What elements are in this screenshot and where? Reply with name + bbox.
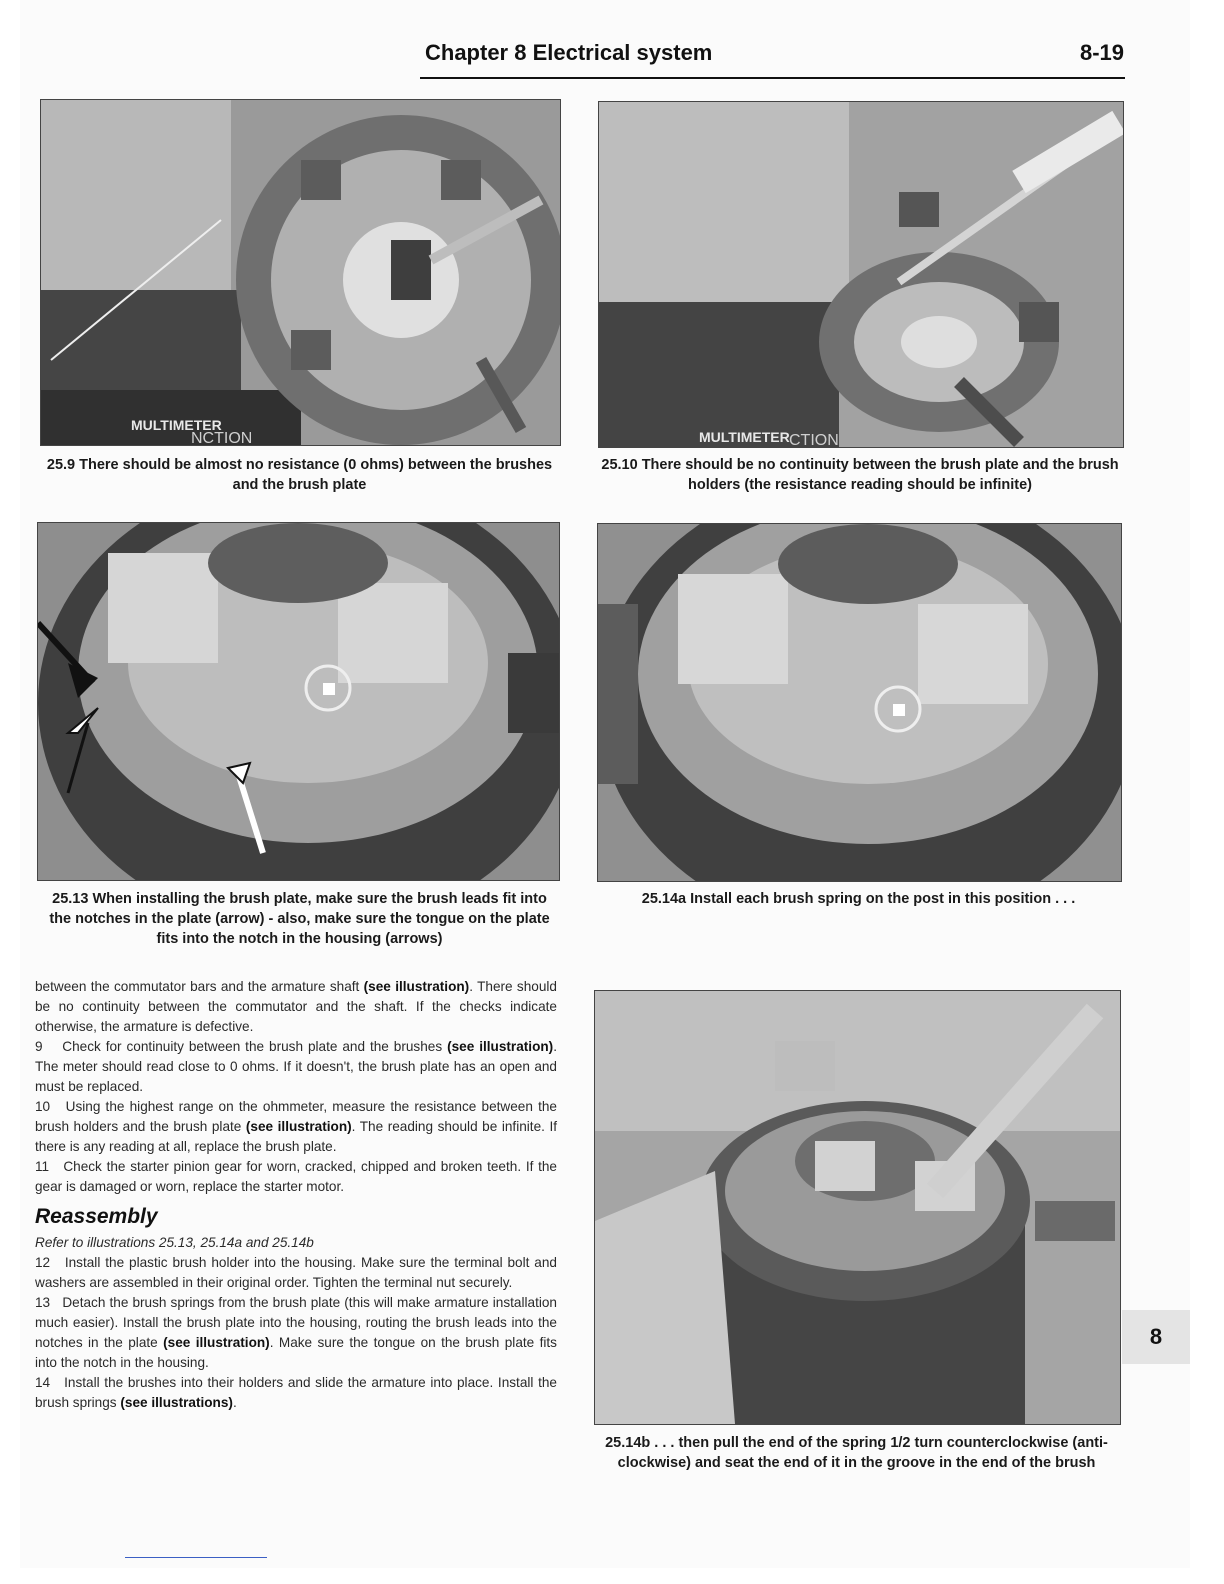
figure-number-25-9: 25.9: [46, 457, 76, 473]
meter-sub-25-10: CTION: [789, 432, 839, 447]
body-text: [35, 977, 557, 1413]
figure-caption-25-14b: . . . then pull the end of the spring 1/2 turn counterclockwise (anti-clockwise) and seat the end of it in the groove in the end of the brush: [617, 1435, 1108, 1471]
caption-25-14b: [594, 1433, 1119, 1473]
section-heading-reassembly: Reassembly: [35, 1205, 158, 1228]
figure-caption-25-9: There should be almost no resistance (0 ohms) between the brushes and the brush plate: [79, 457, 553, 493]
figure-caption-25-14a: Install each brush spring on the post in this position . . .: [690, 891, 1076, 907]
see-illustration-ref: (see illustration): [363, 979, 470, 994]
meter-label-25-10: MULTIMETER: [699, 429, 790, 445]
photo-25-13-image: [38, 523, 559, 880]
paragraph-9: 9 Check for continuity between the brush plate and the brushes (see illustration). The meter should read close to 0 ohms. If it doesn't, the brush plate has an open and must be replaced.: [35, 1039, 557, 1094]
figure-caption-25-13: When installing the brush plate, make sure the brush leads fit into the notches in the plate (arrow) - also, make sure the tongue on the plate fits into the notch in the housing (arrows): [49, 891, 550, 947]
figure-number-25-13: 25.13: [52, 891, 89, 907]
photo-25-14a: [597, 523, 1122, 882]
photo-25-10: [598, 101, 1124, 448]
photo-25-9: [40, 99, 561, 446]
paragraph-14: 14 Install the brushes into their holders and slide the armature into place. Install the brush springs (see illustrations).: [35, 1375, 557, 1410]
caption-25-10: [598, 455, 1122, 495]
see-illustration-ref: (see illustration): [163, 1335, 270, 1350]
figure-number-25-14a: 25.14a: [641, 891, 687, 907]
photo-25-14b-image: [595, 991, 1120, 1424]
see-illustration-ref: (see illustration): [245, 1119, 352, 1134]
paragraph-12: 12 Install the plastic brush holder into the housing. Make sure the terminal bolt and washers are assembled in their original order. Tighten the terminal nut securely.: [35, 1255, 557, 1290]
photo-25-9-image: [41, 100, 560, 445]
paragraph-8-continued: between the commutator bars and the armature shaft (see illustration). There should be no continuity between the commutator and the shaft. If the checks indicate otherwise, the armature is defective.: [35, 979, 557, 1034]
paragraph-13: 13 Detach the brush springs from the brush plate (this will make armature installation much easier). Install the brush plate into the housing, routing the brush leads into the notches in the plate (see illustration). Make sure the tongue on the brush plate fits into the notch in the housing.: [35, 1295, 557, 1370]
see-illustration-ref: (see illustration): [447, 1039, 554, 1054]
caption-25-14a: [597, 889, 1120, 909]
figure-number-25-10: 25.10: [601, 457, 638, 473]
photo-25-14a-image: [598, 524, 1121, 881]
figure-caption-25-10: There should be no continuity between the brush plate and the brush holders (the resistance reading should be infinite): [641, 457, 1119, 493]
caption-25-13: [40, 889, 559, 949]
figure-number-25-14b: 25.14b: [605, 1435, 651, 1451]
caption-25-9: [40, 455, 559, 495]
meter-sub-25-9: NCTION: [191, 430, 253, 445]
meter-label-25-9: MULTIMETER: [131, 417, 222, 433]
paragraph-10: 10 Using the highest range on the ohmmeter, measure the resistance between the brush holders and the brush plate (see illustration). The reading should be infinite. If there is any reading at all, replace the brush plate.: [35, 1099, 557, 1154]
refer-to-illustrations: Refer to illustrations 25.13, 25.14a and 25.14b: [35, 1235, 314, 1250]
photo-25-14b: [594, 990, 1121, 1425]
header-rule: [420, 77, 1125, 79]
photo-25-10-image: [599, 102, 1123, 447]
paragraph-11: 11 Check the starter pinion gear for worn, cracked, chipped and broken teeth. If the gear is damaged or worn, replace the starter motor.: [35, 1159, 557, 1194]
footer-line: [125, 1557, 267, 1558]
chapter-tab: 8: [1122, 1310, 1190, 1364]
see-illustrations-ref: (see illustrations): [120, 1395, 233, 1410]
photo-25-13: [37, 522, 560, 881]
page-number: 8-19: [1079, 40, 1124, 65]
chapter-title: Chapter 8 Electrical system: [425, 40, 713, 65]
